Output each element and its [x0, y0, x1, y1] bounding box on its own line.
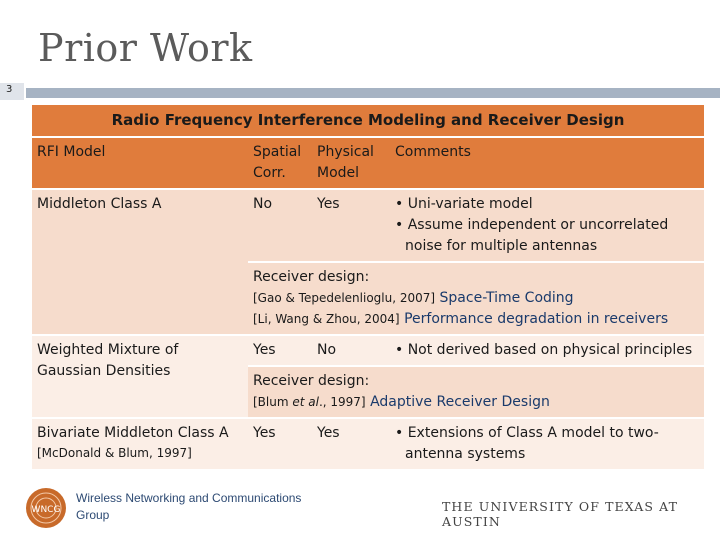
row-comments: • Extensions of Class A model to two-antenna systems	[390, 418, 704, 469]
table-row	[32, 418, 704, 469]
svg-text:WNCG: WNCG	[31, 505, 61, 515]
receiver-design-label: Receiver design:	[253, 268, 370, 285]
row-model: Middleton Class A	[32, 189, 248, 335]
row-physical: No	[312, 335, 390, 366]
table-heading: Radio Frequency Interference Modeling and Receiver Design	[32, 105, 704, 137]
row-model: Bivariate Middleton Class A [McDonald & Blum, 1997]	[32, 418, 248, 469]
col-header-spatial: Spatial Corr.	[248, 137, 312, 189]
reference: [Li, Wang & Zhou, 2004] Performance degradation in receivers	[253, 310, 669, 327]
reference: [Blum et al., 1997] Adaptive Receiver Design	[253, 393, 550, 410]
wncg-logo	[24, 486, 68, 530]
row-physical: Yes	[312, 418, 390, 469]
table-row	[32, 335, 704, 366]
slide-number: 3	[6, 84, 13, 95]
row-model-cite: [McDonald & Blum, 1997]	[37, 445, 192, 460]
col-header-comments: Comments	[390, 137, 704, 189]
prior-work-table	[32, 105, 704, 469]
group-name: Wireless Networking and Communications Group	[76, 491, 302, 522]
slide-title: Prior Work	[38, 26, 253, 70]
reference: [Gao & Tepedelenlioglu, 2007] Space-Time Coding	[253, 289, 574, 306]
col-header-model: RFI Model	[32, 137, 248, 189]
row-model: Weighted Mixture of Gaussian Densities	[32, 335, 248, 418]
title-rule	[26, 88, 720, 98]
row-comments: • Uni-variate model • Assume independent or uncorrelated noise for multiple antennas	[390, 189, 704, 262]
receiver-design-cell	[248, 366, 704, 418]
row-spatial: Yes	[248, 418, 312, 469]
row-physical: Yes	[312, 189, 390, 262]
column-header-row	[32, 137, 704, 189]
table-row	[32, 189, 704, 262]
col-header-physical: Physical Model	[312, 137, 390, 189]
row-spatial: Yes	[248, 335, 312, 366]
row-spatial: No	[248, 189, 312, 262]
receiver-design-cell	[248, 262, 704, 335]
receiver-design-label: Receiver design:	[253, 372, 370, 389]
university-name: THE UNIVERSITY OF TEXAS AT AUSTIN	[442, 499, 679, 529]
row-comments: • Not derived based on physical principles	[390, 335, 704, 366]
